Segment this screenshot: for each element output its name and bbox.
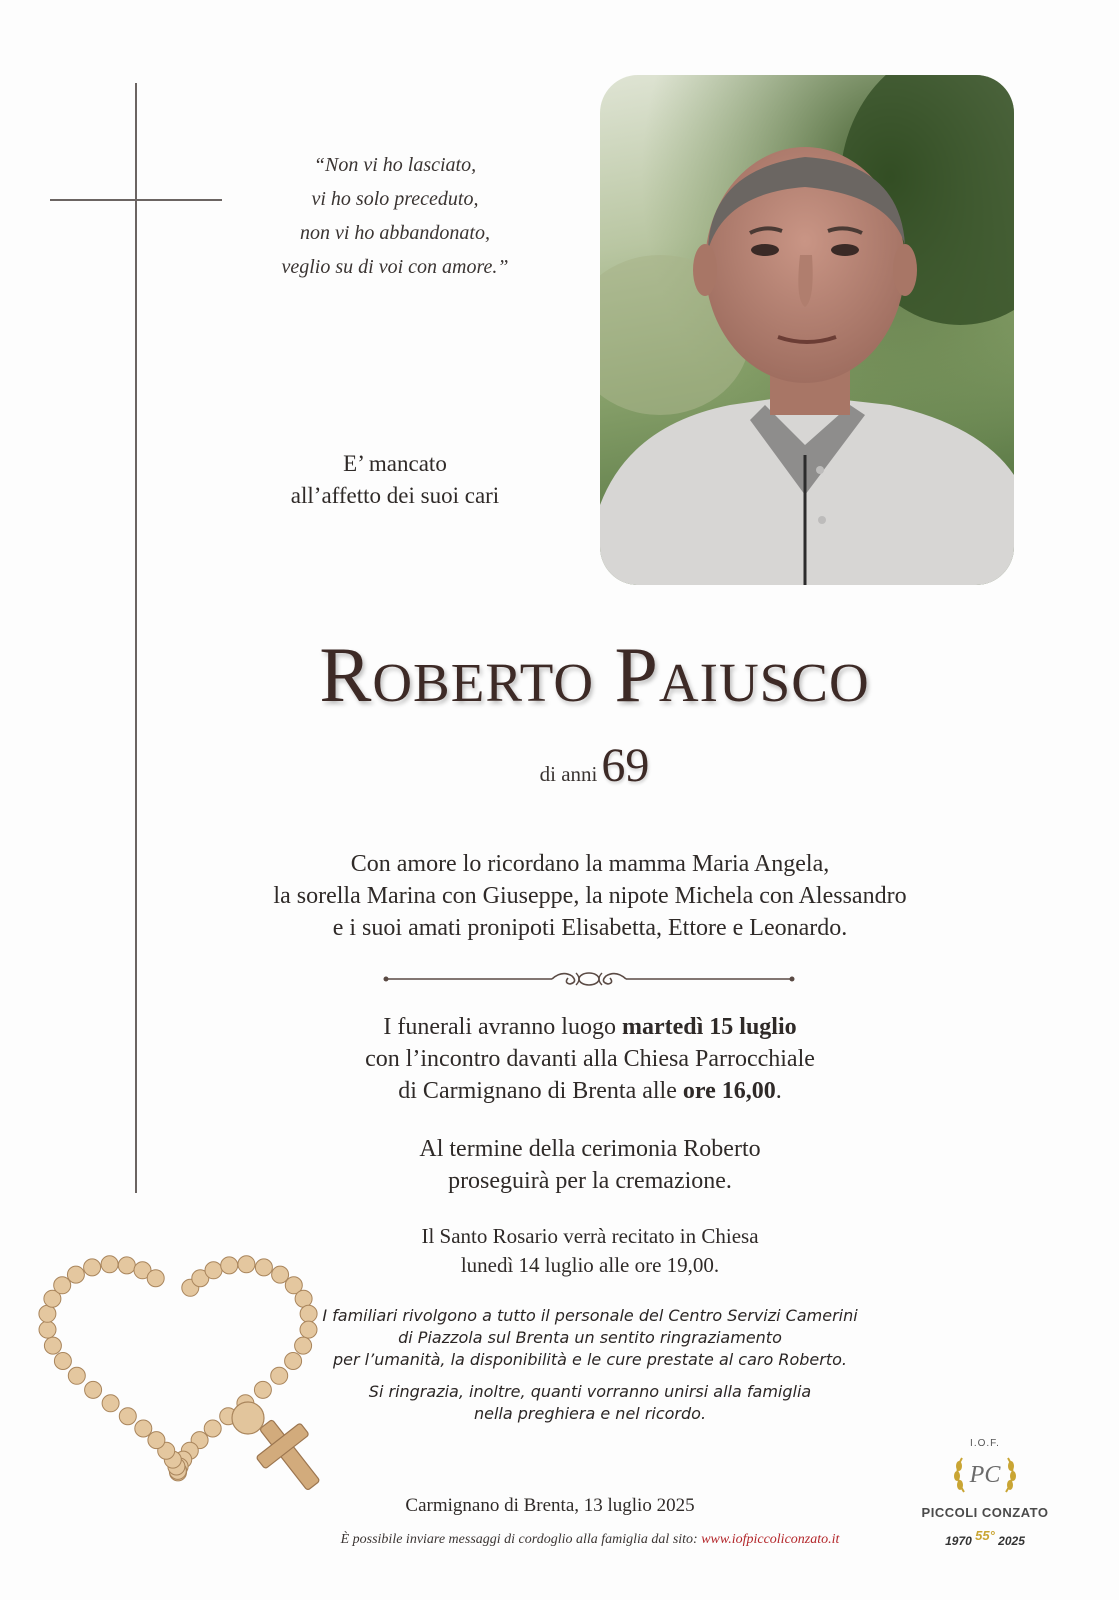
relatives-line: Con amore lo ricordano la mamma Maria Angela,	[350, 851, 830, 877]
portrait-illustration	[600, 75, 1014, 585]
intro-text	[240, 448, 550, 512]
intro-line: all’affetto dei suoi cari	[290, 483, 500, 508]
funeral-line	[200, 1075, 980, 1107]
rosary-bead	[101, 1256, 118, 1273]
rosary-bead	[54, 1277, 71, 1294]
ornament-divider	[382, 968, 796, 990]
age-label: di anni	[539, 762, 598, 786]
rosary-bead	[271, 1367, 288, 1384]
rosary-bead	[300, 1305, 317, 1322]
quote-line: vi ho solo preceduto,	[311, 188, 479, 210]
funeral-line	[200, 1011, 980, 1043]
rosary-bead	[68, 1367, 85, 1384]
intro-line: E’ mancato	[343, 451, 447, 476]
rosary-heart-image	[28, 1230, 348, 1510]
rosary-bead	[67, 1266, 84, 1283]
cremation-info	[200, 1133, 980, 1197]
logo-anniversary: 55°	[975, 1528, 995, 1543]
thanks-extra-text	[270, 1381, 910, 1425]
logo-year-end: 2025	[998, 1534, 1025, 1548]
cremation-line: Al termine della cerimonia Roberto	[419, 1136, 761, 1162]
rosary-center-bead	[232, 1402, 264, 1434]
laurel-monogram-icon	[950, 1452, 1020, 1498]
funeral-text: di Carmignano di Brenta alle	[398, 1078, 683, 1104]
logo-year-start: 1970	[945, 1534, 972, 1548]
rosary-line: lunedì 14 luglio alle ore 19,00.	[460, 1253, 720, 1277]
rosary-bead	[119, 1408, 136, 1425]
thanks-line: di Piazzola sul Brenta un sentito ringraziamento	[398, 1328, 782, 1347]
cremation-line: proseguirà per la cremazione.	[448, 1168, 732, 1194]
funeral-text: .	[775, 1078, 782, 1104]
memorial-quote	[220, 148, 570, 284]
rosary-bead	[118, 1257, 135, 1274]
relatives-line: e i suoi amati pronipoti Elisabetta, Ettore e Leonardo.	[332, 915, 848, 941]
funeral-time: ore 16,00	[682, 1078, 776, 1104]
rosary-bead	[135, 1420, 152, 1437]
footer-note	[200, 1532, 980, 1548]
rosary-bead	[147, 1270, 164, 1287]
rosary-bead	[285, 1353, 302, 1370]
funeral-line: con l’incontro davanti alla Chiesa Parrocchiale	[365, 1046, 815, 1072]
rosary-bead	[54, 1353, 71, 1370]
logo-years	[905, 1528, 1065, 1548]
footer-note-text: È possibile inviare messaggi di cordoglio alla famiglia dal sito:	[340, 1532, 702, 1547]
rosary-bead	[148, 1432, 165, 1449]
funeral-date: martedì 15 luglio	[621, 1014, 797, 1040]
logo-name: PICCOLI CONZATO	[921, 1505, 1049, 1520]
rosary-bead	[39, 1305, 56, 1322]
funeral-info	[200, 1011, 980, 1107]
quote-line: non vi ho abbandonato,	[300, 222, 490, 244]
rosary-bead	[85, 1381, 102, 1398]
website-link[interactable]: www.iofpiccoliconzato.it	[701, 1532, 840, 1547]
logo-monogram: PC	[969, 1462, 1001, 1488]
thanks-line: I familiari rivolgono a tutto il personale del Centro Servizi Camerini	[322, 1306, 858, 1325]
age-value: 69	[601, 739, 650, 792]
rosary-line: Il Santo Rosario verrà recitato in Chiesa	[421, 1224, 759, 1248]
rosary-bead	[255, 1259, 272, 1276]
rosary-bead	[238, 1256, 255, 1273]
rosary-bead	[205, 1262, 222, 1279]
quote-line: veglio su di voi con amore.”	[281, 256, 509, 278]
rosary-bead	[39, 1321, 56, 1338]
relatives-text	[150, 848, 1030, 944]
thanks-line: nella preghiera e nel ricordo.	[473, 1404, 707, 1423]
portrait-photo	[600, 75, 1014, 585]
thanks-text	[270, 1305, 910, 1371]
quote-line: “Non vi ho lasciato,	[313, 154, 477, 176]
rosary-bead	[300, 1321, 317, 1338]
rosary-bead	[221, 1257, 238, 1274]
rosary-bead	[295, 1290, 312, 1307]
thanks-line: per l’umanità, la disponibilità e le cure prestate al caro Roberto.	[333, 1350, 847, 1369]
logo-top-text: I.O.F.	[970, 1438, 1000, 1449]
deceased-age	[0, 738, 1119, 793]
rosary-bead	[204, 1420, 221, 1437]
place-date: Carmignano di Brenta, 13 luglio 2025	[405, 1495, 695, 1516]
rosary-bead	[295, 1337, 312, 1354]
relatives-line: la sorella Marina con Giuseppe, la nipote Michela con Alessandro	[273, 883, 907, 909]
funeral-text: I funerali avranno luogo	[383, 1014, 622, 1040]
rosary-bead	[254, 1381, 271, 1398]
rosary-bead	[272, 1266, 289, 1283]
rosary-bead	[102, 1395, 119, 1412]
deceased-name: Roberto Paiusco	[319, 631, 870, 718]
rosary-bead	[84, 1259, 101, 1276]
funeral-home-logo	[905, 1438, 1065, 1558]
rosary-bead	[44, 1337, 61, 1354]
cross-horizontal-line	[50, 199, 222, 201]
thanks-line: Si ringrazia, inoltre, quanti vorranno unirsi alla famiglia	[368, 1382, 812, 1401]
